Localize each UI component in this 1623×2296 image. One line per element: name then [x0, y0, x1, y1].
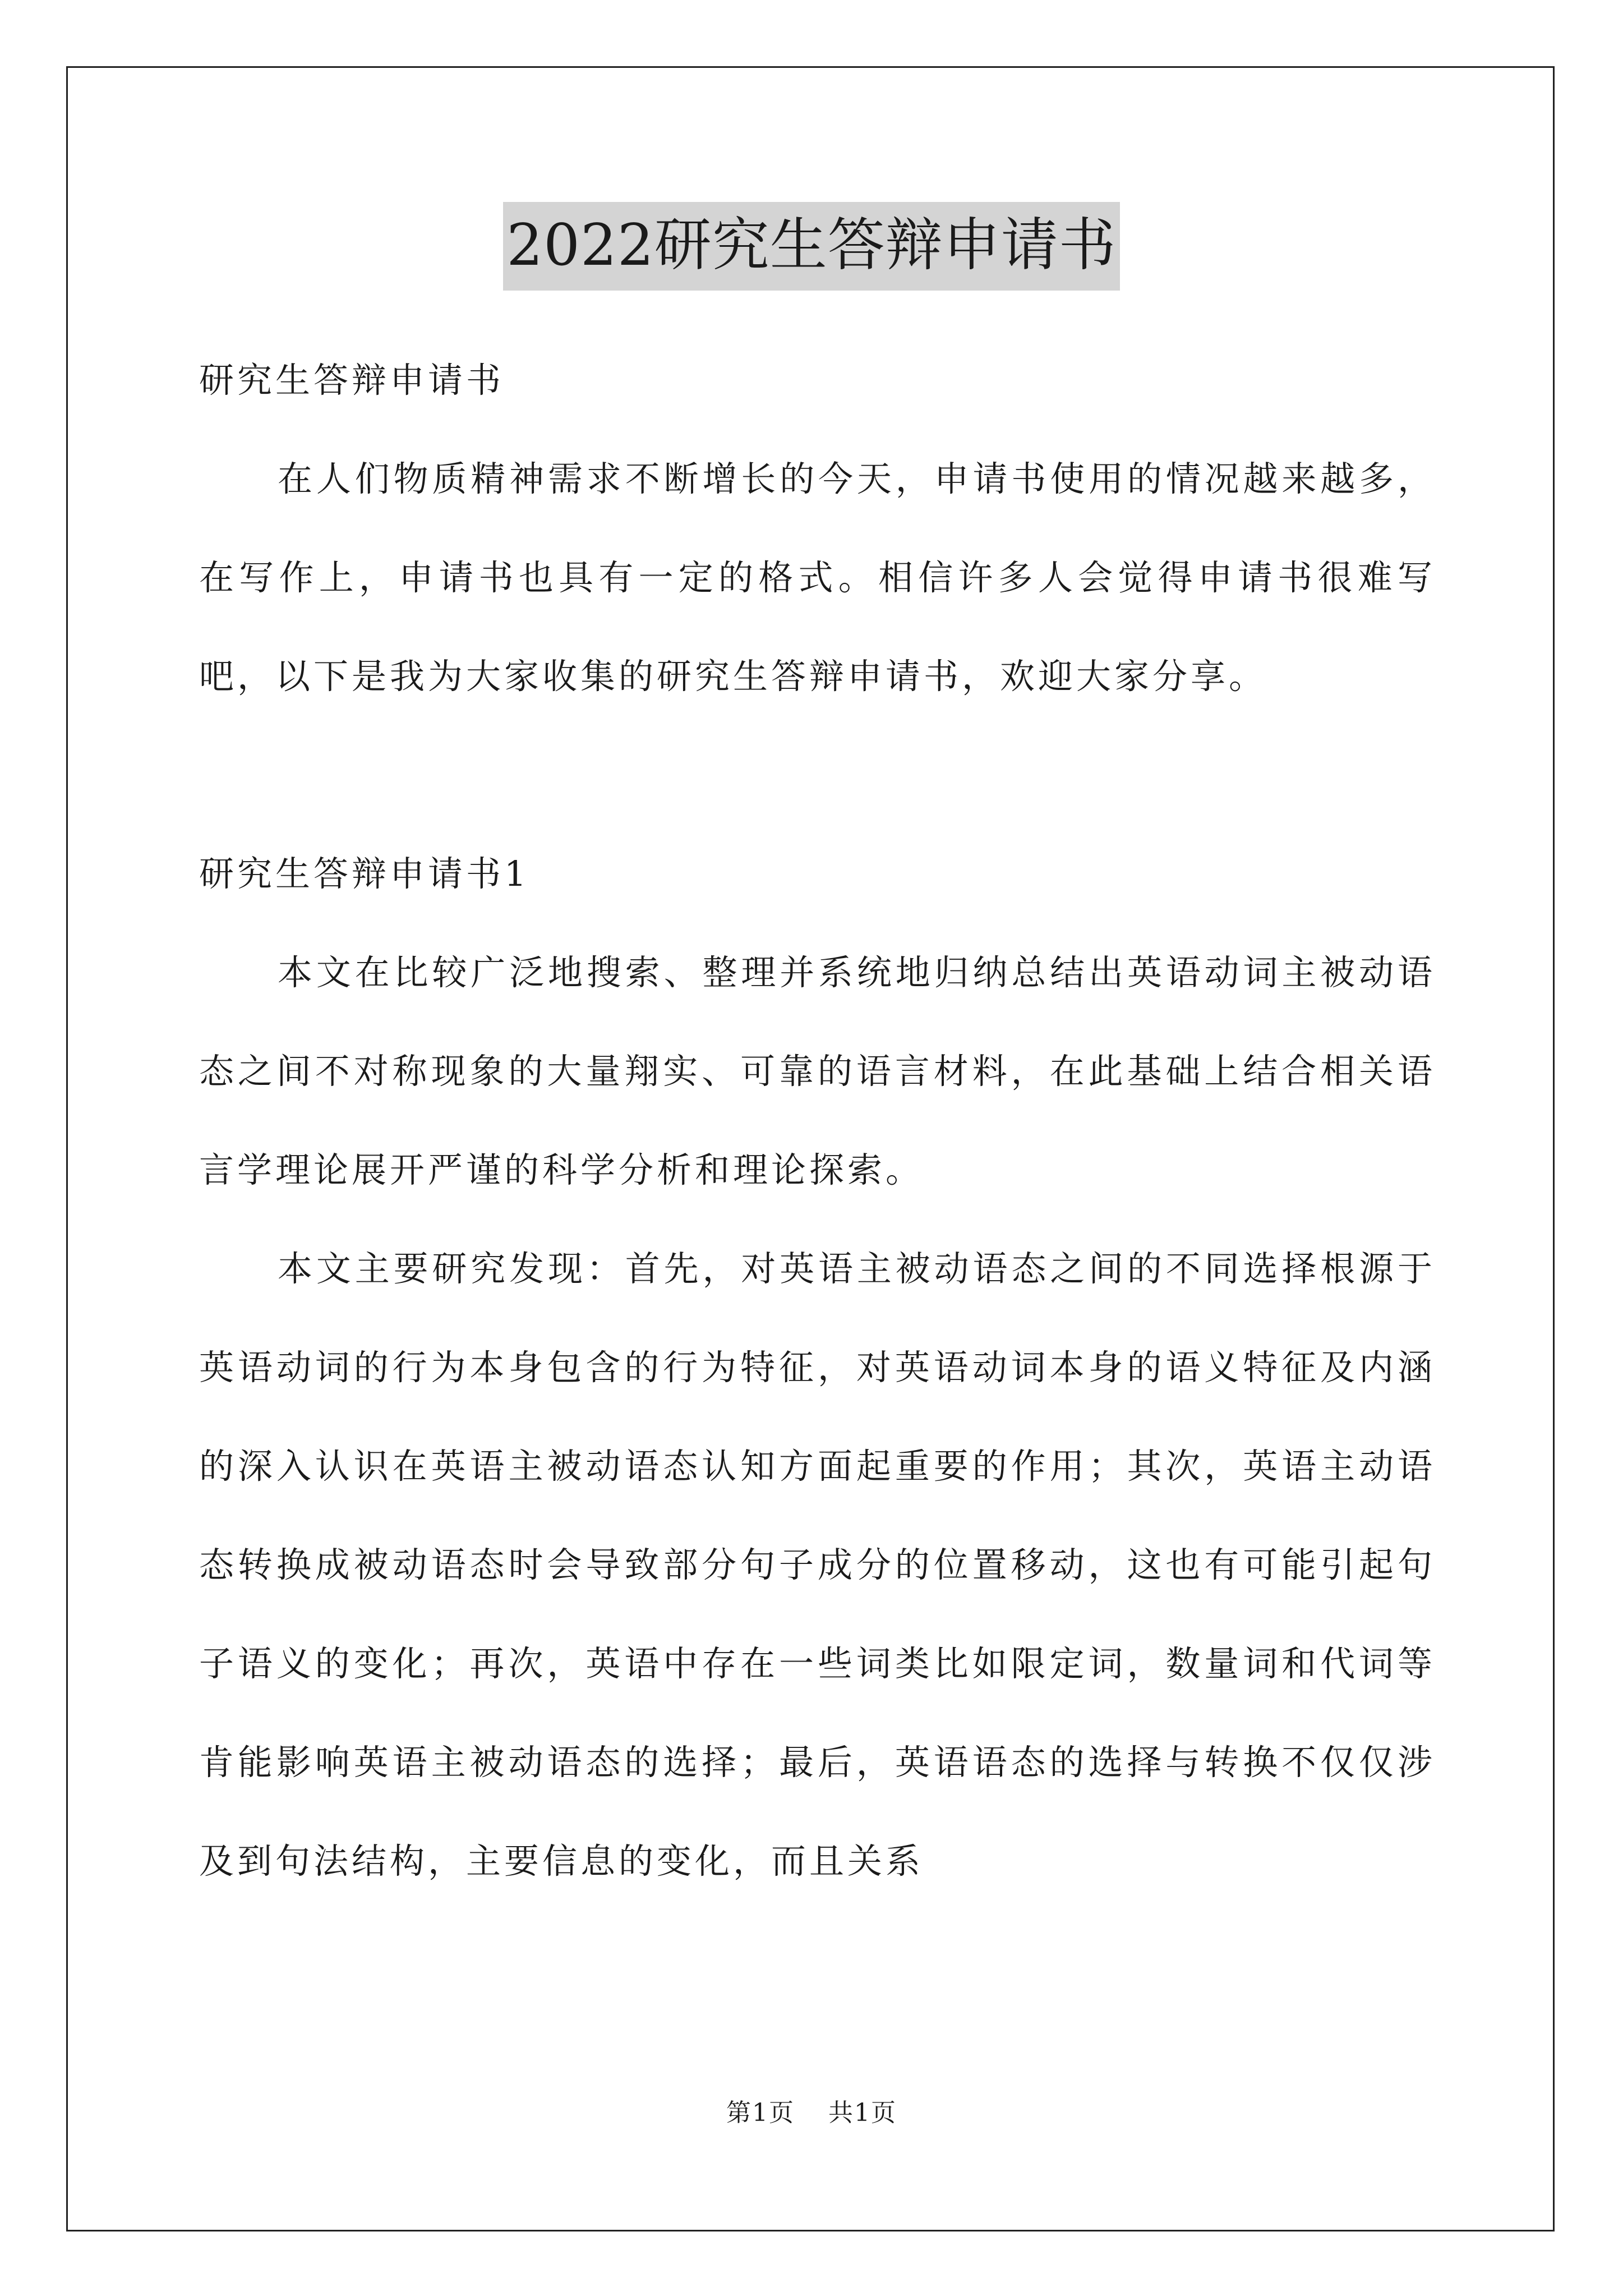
document-body	[199, 331, 1436, 1911]
section-heading: 研究生答辩申请书	[199, 360, 505, 401]
total-pages-label: 共1页	[828, 2099, 897, 2127]
page-footer	[0, 2092, 1623, 2128]
intro-paragraph: 在人们物质精神需求不断增长的今天，申请书使用的情况越来越多，在写作上，申请书也具有一定的格式。相信许多人会觉得申请书很难写吧，以下是我为大家收集的研究生答辩申请书，欢迎大家分享。	[199, 458, 1436, 697]
current-page-label: 第1页	[726, 2099, 795, 2127]
body-paragraph-2: 本文主要研究发现：首先，对英语主被动语态之间的不同选择根源于英语动词的行为本身包含的行为特征，对英语动词本身的语义特征及内涵的深入认识在英语主被动语态认知方面起重要的作用；其次，英语主动语态转换成被动语态时会导致部分句子成分的位置移动，这也有可能引起句子语义的变化；再次，英语中存在一些词类比如限定词，数量词和代词等肯能影响英语主被动语态的选择；最后，英语语态的选择与转换不仅仅涉及到句法结构，主要信息的变化，而且关系	[199, 1248, 1436, 1881]
title-container	[0, 202, 1623, 291]
spacer	[199, 726, 1436, 825]
body-paragraph-1: 本文在比较广泛地搜索、整理并系统地归纳总结出英语动词主被动语态之间不对称现象的大量翔实、可靠的语言材料，在此基础上结合相关语言学理论展开严谨的科学分析和理论探索。	[199, 952, 1436, 1190]
document-title: 2022研究生答辩申请书	[503, 202, 1120, 291]
subsection-heading: 研究生答辩申请书1	[199, 853, 530, 894]
